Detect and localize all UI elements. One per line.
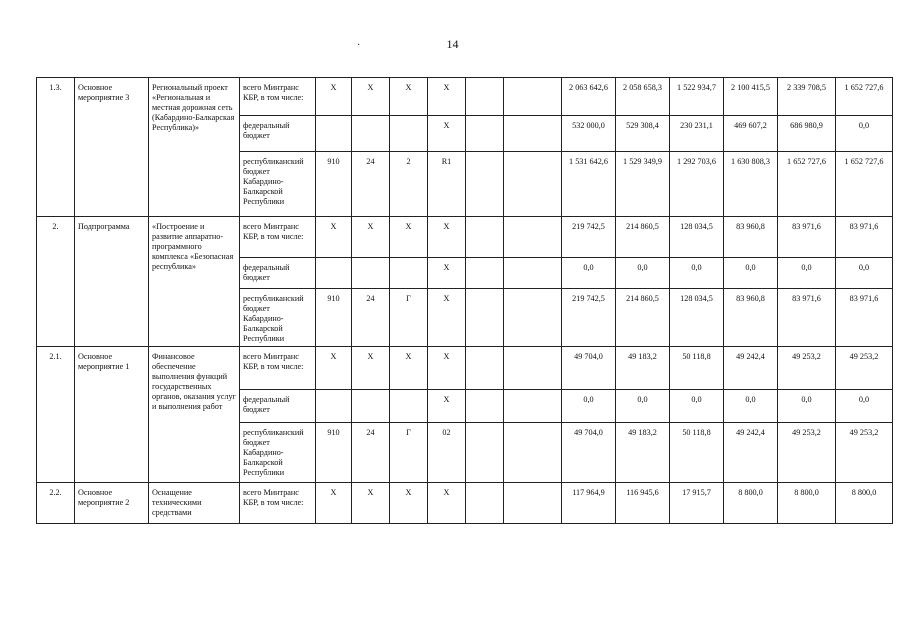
code-grbs: Х xyxy=(316,78,352,116)
table-row xyxy=(37,483,893,524)
code-om: Х xyxy=(428,258,466,289)
code-om: Х xyxy=(428,390,466,423)
code-blank-wide xyxy=(504,258,562,289)
code-grbs: Х xyxy=(316,347,352,390)
amount-cell: 532 000,0 xyxy=(562,116,616,152)
code-blank-wide xyxy=(504,289,562,347)
funding-source: федеральный бюджет xyxy=(240,390,316,423)
amount-cell: 0,0 xyxy=(836,258,893,289)
amount-cell: 2 100 415,5 xyxy=(724,78,778,116)
amount-cell: 83 971,6 xyxy=(778,289,836,347)
funding-source: всего Минтранс КБР, в том числе: xyxy=(240,483,316,524)
amount-cell: 1 529 349,9 xyxy=(616,152,670,217)
code-om: Х xyxy=(428,289,466,347)
amount-cell: 50 118,8 xyxy=(670,347,724,390)
section-type: Подпрограмма xyxy=(75,217,149,347)
amount-cell: 0,0 xyxy=(724,390,778,423)
code-gp xyxy=(352,258,390,289)
code-blank xyxy=(466,152,504,217)
code-blank xyxy=(466,258,504,289)
code-blank-wide xyxy=(504,390,562,423)
amount-cell: 686 980,9 xyxy=(778,116,836,152)
amount-cell: 2 063 642,6 xyxy=(562,78,616,116)
code-blank xyxy=(466,347,504,390)
amount-cell: 83 960,8 xyxy=(724,289,778,347)
amount-cell: 0,0 xyxy=(562,390,616,423)
code-blank-wide xyxy=(504,152,562,217)
code-om: R1 xyxy=(428,152,466,217)
amount-cell: 219 742,5 xyxy=(562,217,616,258)
section-name: Оснащение техническими средствами xyxy=(149,483,240,524)
code-gp: Х xyxy=(352,78,390,116)
table-row xyxy=(37,347,893,390)
amount-cell: 49 253,2 xyxy=(836,347,893,390)
amount-cell: 128 034,5 xyxy=(670,289,724,347)
code-blank-wide xyxy=(504,217,562,258)
amount-cell: 0,0 xyxy=(562,258,616,289)
code-om: 02 xyxy=(428,423,466,483)
amount-cell: 0,0 xyxy=(778,258,836,289)
code-gp xyxy=(352,390,390,423)
amount-cell: 0,0 xyxy=(670,258,724,289)
amount-cell: 214 860,5 xyxy=(616,217,670,258)
code-pgp: Г xyxy=(390,423,428,483)
amount-cell: 0,0 xyxy=(616,258,670,289)
code-gp: 24 xyxy=(352,289,390,347)
code-pgp xyxy=(390,116,428,152)
section-number: 2. xyxy=(37,217,75,347)
code-om: Х xyxy=(428,78,466,116)
amount-cell: 83 960,8 xyxy=(724,217,778,258)
amount-cell: 1 652 727,6 xyxy=(778,152,836,217)
section-name: «Построение и развитие аппаратно-программного комплекса «Безопасная республика» xyxy=(149,217,240,347)
section-name: Региональный проект «Региональная и местная дорожная сеть (Кабардино-Балкарская Республика)» xyxy=(149,78,240,217)
amount-cell: 83 971,6 xyxy=(836,289,893,347)
amount-cell: 83 971,6 xyxy=(836,217,893,258)
table-row xyxy=(37,78,893,116)
amount-cell: 469 607,2 xyxy=(724,116,778,152)
amount-cell: 49 183,2 xyxy=(616,347,670,390)
code-pgp: Х xyxy=(390,217,428,258)
amount-cell: 529 308,4 xyxy=(616,116,670,152)
funding-source: всего Минтранс КБР, в том числе: xyxy=(240,347,316,390)
code-blank xyxy=(466,217,504,258)
code-blank-wide xyxy=(504,483,562,524)
amount-cell: 17 915,7 xyxy=(670,483,724,524)
code-om: Х xyxy=(428,116,466,152)
code-pgp xyxy=(390,390,428,423)
code-gp: 24 xyxy=(352,423,390,483)
code-blank xyxy=(466,423,504,483)
code-pgp: 2 xyxy=(390,152,428,217)
code-om: Х xyxy=(428,347,466,390)
code-gp: Х xyxy=(352,347,390,390)
amount-cell: 1 630 808,3 xyxy=(724,152,778,217)
section-number: 2.2. xyxy=(37,483,75,524)
code-grbs: 910 xyxy=(316,423,352,483)
code-gp: Х xyxy=(352,483,390,524)
funding-source: федеральный бюджет xyxy=(240,116,316,152)
amount-cell: 230 231,1 xyxy=(670,116,724,152)
amount-cell: 83 971,6 xyxy=(778,217,836,258)
amount-cell: 1 652 727,6 xyxy=(836,152,893,217)
section-type: Основное мероприятие 1 xyxy=(75,347,149,483)
amount-cell: 2 339 708,5 xyxy=(778,78,836,116)
code-pgp: Х xyxy=(390,78,428,116)
amount-cell: 49 253,2 xyxy=(836,423,893,483)
amount-cell: 0,0 xyxy=(724,258,778,289)
section-number: 1.3. xyxy=(37,78,75,217)
code-om: Х xyxy=(428,217,466,258)
amount-cell: 0,0 xyxy=(836,390,893,423)
funding-source: республиканский бюджет Кабардино-Балкарской Республики xyxy=(240,423,316,483)
amount-cell: 0,0 xyxy=(670,390,724,423)
section-type: Основное мероприятие 3 xyxy=(75,78,149,217)
amount-cell: 219 742,5 xyxy=(562,289,616,347)
amount-cell: 1 292 703,6 xyxy=(670,152,724,217)
amount-cell: 50 118,8 xyxy=(670,423,724,483)
amount-cell: 1 531 642,6 xyxy=(562,152,616,217)
table-body xyxy=(37,78,893,524)
table-row xyxy=(37,217,893,258)
amount-cell: 49 704,0 xyxy=(562,347,616,390)
funding-source: всего Минтранс КБР, в том числе: xyxy=(240,78,316,116)
amount-cell: 8 800,0 xyxy=(778,483,836,524)
code-blank xyxy=(466,116,504,152)
code-pgp xyxy=(390,258,428,289)
code-blank-wide xyxy=(504,116,562,152)
code-gp: 24 xyxy=(352,152,390,217)
funding-source: республиканский бюджет Кабардино-Балкарской Республики xyxy=(240,152,316,217)
amount-cell: 1 522 934,7 xyxy=(670,78,724,116)
code-blank xyxy=(466,78,504,116)
code-pgp: Х xyxy=(390,347,428,390)
page-number: 14 xyxy=(446,37,459,51)
code-blank-wide xyxy=(504,347,562,390)
section-type: Основное мероприятие 2 xyxy=(75,483,149,524)
page-mark: · xyxy=(357,40,361,51)
amount-cell: 1 652 727,6 xyxy=(836,78,893,116)
amount-cell: 128 034,5 xyxy=(670,217,724,258)
code-grbs: Х xyxy=(316,483,352,524)
amount-cell: 2 058 658,3 xyxy=(616,78,670,116)
funding-source: всего Минтранс КБР, в том числе: xyxy=(240,217,316,258)
code-blank-wide xyxy=(504,423,562,483)
amount-cell: 8 800,0 xyxy=(836,483,893,524)
code-grbs xyxy=(316,116,352,152)
amount-cell: 49 242,4 xyxy=(724,423,778,483)
funding-source: республиканский бюджет Кабардино-Балкарской Республики xyxy=(240,289,316,347)
amount-cell: 49 253,2 xyxy=(778,423,836,483)
code-grbs xyxy=(316,390,352,423)
code-grbs xyxy=(316,258,352,289)
section-name: Финансовое обеспечение выполнения функций государственных органов, оказания услуг и выполнения работ xyxy=(149,347,240,483)
code-grbs: 910 xyxy=(316,289,352,347)
amount-cell: 0,0 xyxy=(836,116,893,152)
code-grbs: 910 xyxy=(316,152,352,217)
amount-cell: 117 964,9 xyxy=(562,483,616,524)
code-blank-wide xyxy=(504,78,562,116)
amount-cell: 0,0 xyxy=(616,390,670,423)
amount-cell: 8 800,0 xyxy=(724,483,778,524)
budget-table xyxy=(36,77,893,524)
amount-cell: 116 945,6 xyxy=(616,483,670,524)
code-grbs: Х xyxy=(316,217,352,258)
code-pgp: Х xyxy=(390,483,428,524)
code-gp: Х xyxy=(352,217,390,258)
amount-cell: 0,0 xyxy=(778,390,836,423)
funding-source: федеральный бюджет xyxy=(240,258,316,289)
section-number: 2.1. xyxy=(37,347,75,483)
amount-cell: 214 860,5 xyxy=(616,289,670,347)
amount-cell: 49 253,2 xyxy=(778,347,836,390)
code-om: Х xyxy=(428,483,466,524)
amount-cell: 49 183,2 xyxy=(616,423,670,483)
code-gp xyxy=(352,116,390,152)
code-blank xyxy=(466,483,504,524)
code-pgp: Г xyxy=(390,289,428,347)
code-blank xyxy=(466,390,504,423)
amount-cell: 49 242,4 xyxy=(724,347,778,390)
code-blank xyxy=(466,289,504,347)
amount-cell: 49 704,0 xyxy=(562,423,616,483)
